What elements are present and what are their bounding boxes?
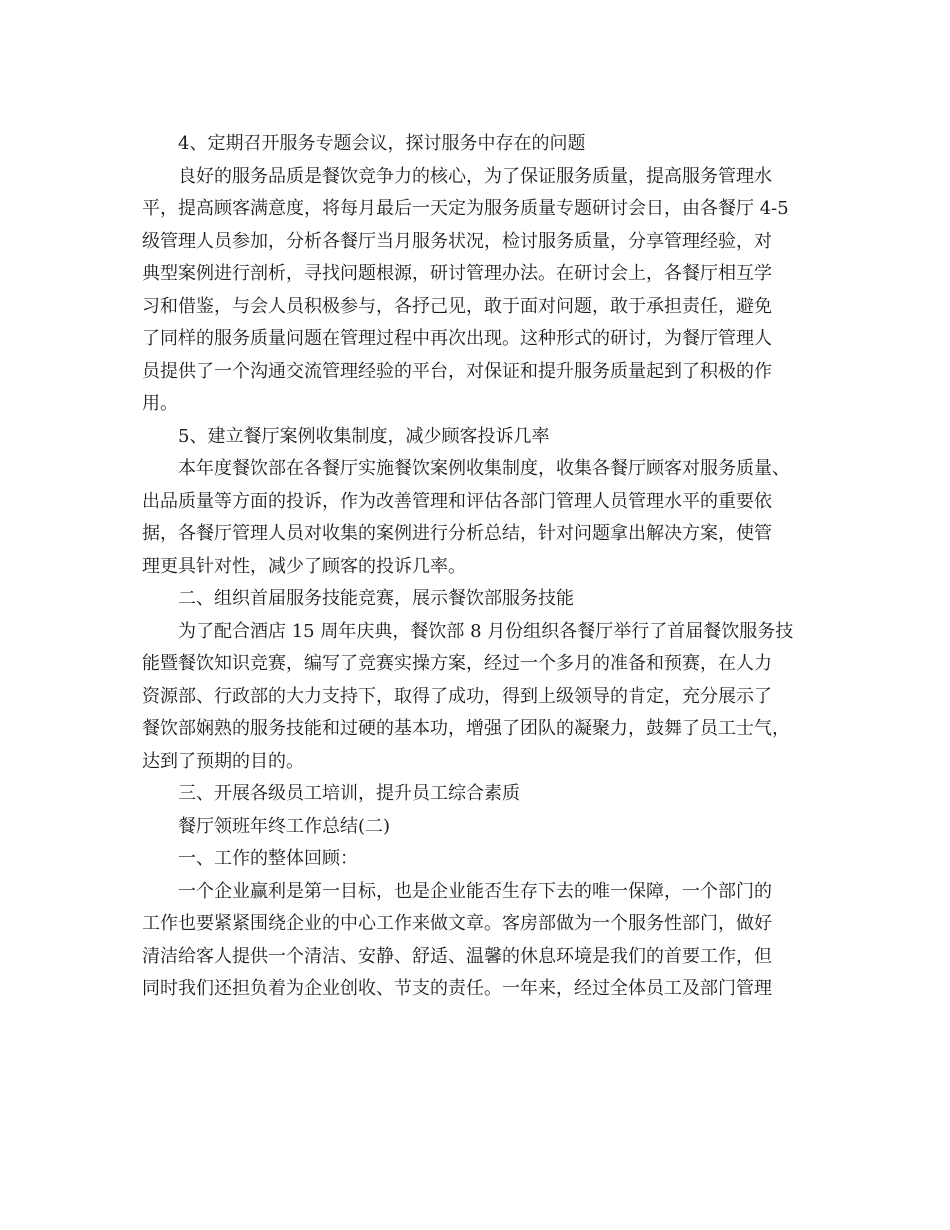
text-line: 达到了预期的目的。 <box>142 750 304 772</box>
text-line: 三、开展各级员工培训，提升员工综合素质 <box>178 783 520 804</box>
text-line: 一个企业赢利是第一目标，也是企业能否生存下去的唯一保障，一个部门的 <box>178 880 772 902</box>
text-line: 资源部、行政部的大力支持下，取得了成功，得到上级领导的肯定，充分展示了 <box>142 685 772 707</box>
text-line: 清洁给客人提供一个清洁、安静、舒适、温馨的休息环境是我们的首要工作，但 <box>142 945 772 967</box>
text-line: 4、定期召开服务专题会议，探讨服务中存在的问题 <box>178 133 586 154</box>
document-body <box>142 128 812 1006</box>
section-heading-review <box>142 843 812 876</box>
text-line: 能暨餐饮知识竞赛，编写了竞赛实操方案，经过一个多月的准备和预赛，在人力 <box>142 653 772 674</box>
section-heading-4 <box>142 128 812 161</box>
section-heading-5 <box>142 421 812 454</box>
text-line: 工作也要紧紧围绕企业的中心工作来做文章。客房部做为一个服务性部门，做好 <box>142 913 772 934</box>
document-title-summary-2 <box>142 811 812 844</box>
text-line: 了同样的服务质量问题在管理过程中再次出现。这种形式的研讨，为餐厅管理人 <box>142 328 772 349</box>
text-line: 一、工作的整体回顾： <box>178 848 358 869</box>
text-line: 用。 <box>142 393 178 414</box>
text-line: 本年度餐饮部在各餐厅实施餐饮案例收集制度，收集各餐厅顾客对服务质量、 <box>178 458 790 479</box>
text-line: 员提供了一个沟通交流管理经验的平台，对保证和提升服务质量起到了积极的作 <box>142 360 772 382</box>
text-line: 同时我们还担负着为企业创收、节支的责任。一年来，经过全体员工及部门管理 <box>142 978 772 999</box>
text-line: 5、建立餐厅案例收集制度，减少顾客投诉几率 <box>178 425 550 447</box>
text-line: 出品质量等方面的投诉，作为改善管理和评估各部门管理人员管理水平的重要依 <box>142 490 772 512</box>
text-line: 理更具针对性，减少了顾客的投诉几率。 <box>142 555 466 577</box>
paragraph-service-quality <box>142 161 812 421</box>
paragraph-enterprise <box>142 876 812 1006</box>
text-line: 餐厅领班年终工作总结(二) <box>178 815 391 837</box>
text-line: 习和借鉴，与会人员积极参与，各抒己见，敢于面对问题，敢于承担责任，避免 <box>142 295 772 317</box>
text-line: 为了配合酒店 15 周年庆典，餐饮部 8 月份组织各餐厅举行了首届餐饮服务技 <box>178 620 794 642</box>
paragraph-case-collection <box>142 453 812 583</box>
text-line: 据，各餐厅管理人员对收集的案例进行分析总结，针对问题拿出解决方案，使管 <box>142 523 772 544</box>
text-line: 典型案例进行剖析，寻找问题根源，研讨管理办法。在研讨会上，各餐厅相互学 <box>142 263 772 284</box>
paragraph-competition <box>142 616 812 779</box>
text-line: 二、组织首届服务技能竞赛，展示餐饮部服务技能 <box>178 588 574 609</box>
text-line: 良好的服务品质是餐饮竞争力的核心，为了保证服务质量，提高服务管理水 <box>178 165 772 187</box>
section-heading-two <box>142 583 812 616</box>
text-line: 餐饮部娴熟的服务技能和过硬的基本功，增强了团队的凝聚力，鼓舞了员工士气， <box>142 718 790 739</box>
text-line: 级管理人员参加，分析各餐厅当月服务状况，检讨服务质量，分享管理经验，对 <box>142 230 772 252</box>
text-line: 平，提高顾客满意度，将每月最后一天定为服务质量专题研讨会日，由各餐厅 4-5 <box>142 198 789 219</box>
section-heading-three <box>142 778 812 811</box>
